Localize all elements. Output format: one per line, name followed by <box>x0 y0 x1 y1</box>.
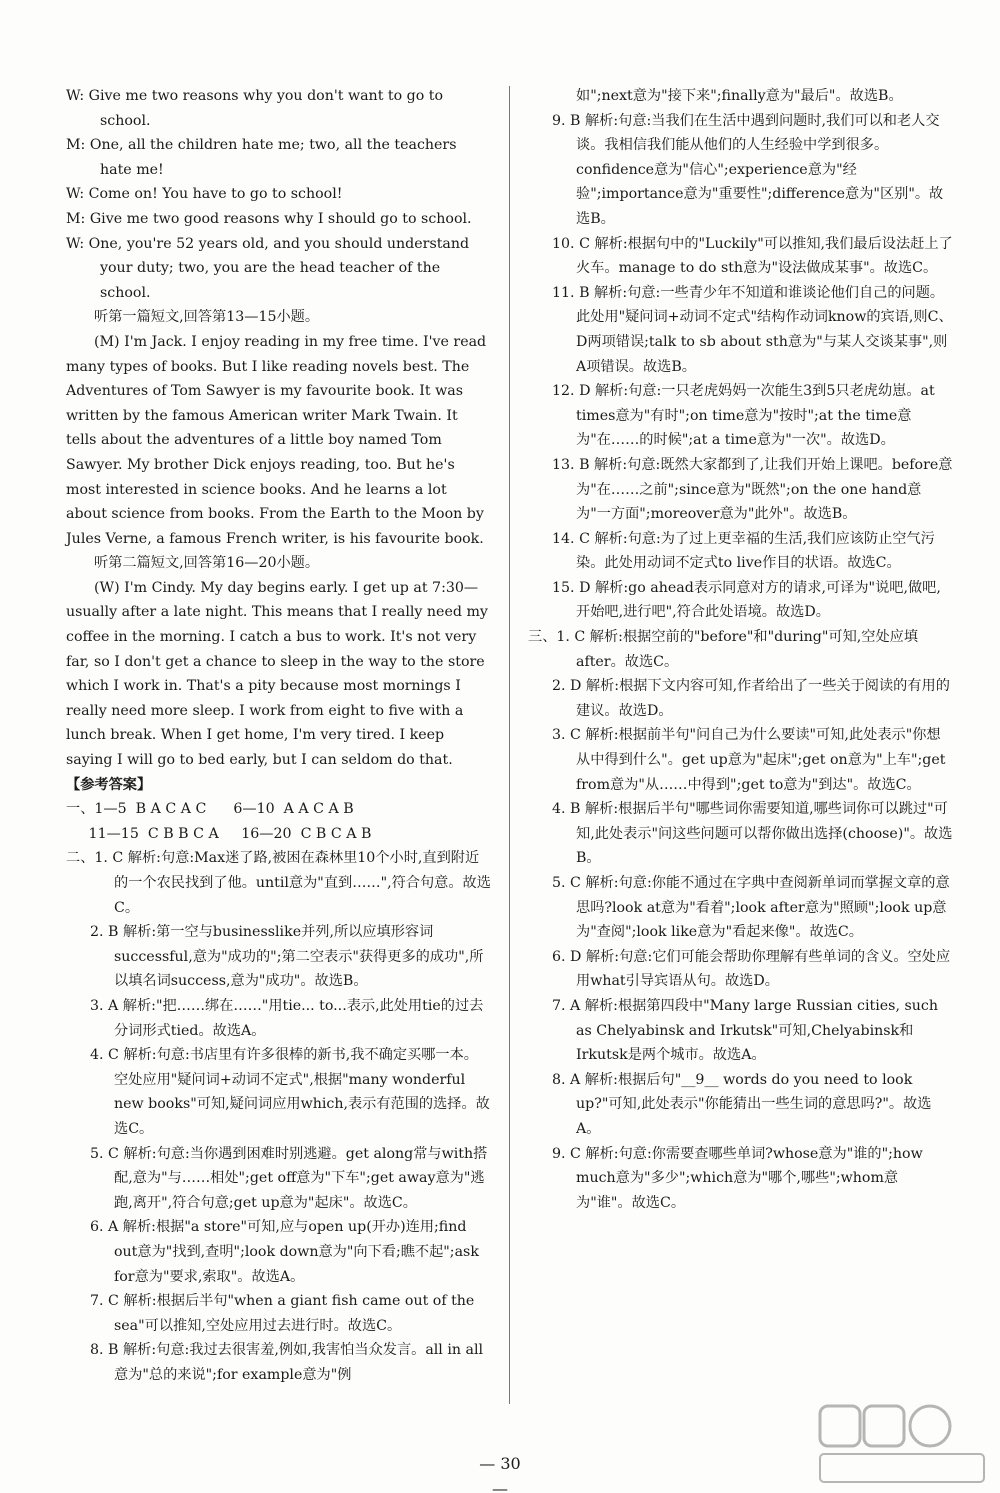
explanation-item: 13. B 解析:句意:既然大家都到了,让我们开始上课吧。before意为"在……之前";since意为"既然";on the one hand意为"一方面";moreover意为"此外"。故选B。 <box>552 456 953 523</box>
explanation-item: 14. C 解析:句意:为了过上更幸福的生活,我们应该防止空气污染。此处用动词不定式to live作目的状语。故选C。 <box>552 530 935 572</box>
answer-row-text: 一、1—5 B A C A C 6—10 A A C A B <box>66 801 354 818</box>
dialogue-line: M: Give me two good reasons why I should go to school. <box>66 210 472 227</box>
explanation-item: 8. B 解析:句意:我过去很害羞,例如,我害怕当众发言。all in all意为"总的来说";for example意为"例 <box>90 1342 484 1383</box>
explanation-item: 15. D 解析:go ahead表示同意对方的请求,可译为"说吧,做吧,开始吧,进行吧",符合此处语境。故选D。 <box>552 579 941 621</box>
answers-heading: 【参考答案】 <box>66 776 152 793</box>
left-column <box>66 84 492 1387</box>
passage1-text: (M) I'm Jack. I enjoy reading in my free time. I've read many types of books. But I like reading novels best. The Adventures of Tom Sawyer is my favourite book. It was written by the famous American writer Mark Twain. It tells about the adventures of a little boy named Tom Sawyer. My brother Dick enjoys reading, too. But he's most interested in science books. And he learns a lot about science from books. From the Earth to the Moon by Jules Verne, a famous French writer, is his favourite book. <box>66 333 487 547</box>
dialogue-line: W: One, you're 52 years old, and you should understand your duty; two, you are the head teacher of the school. <box>66 235 470 301</box>
explanation-item: 3. C 解析:根据前半句"问自己为什么要读"可知,此处表示"你想从中得到什么"。get up意为"起床";get on意为"上车";get from意为"从……中得到";get to意为"到达"。故选C。 <box>552 727 946 793</box>
column-divider <box>509 86 510 1404</box>
right-column <box>528 84 953 1215</box>
explanation-item: 9. C 解析:句意:你需要查哪些单词?whose意为"谁的";how much意为"多少";which意为"哪个,哪些";whom意为"谁"。故选C。 <box>552 1145 923 1211</box>
answer-row <box>66 797 492 822</box>
explanation-item: 12. D 解析:句意:一只老虎妈妈一次能生3到5只老虎幼崽。at times意为"有时";on time意为"按时";at the time意为"在……的时候";at a time意为"一次"。故选D。 <box>552 383 935 449</box>
explanation-item: 9. B 解析:句意:当我们在生活中遇到问题时,我们可以和老人交谈。我相信我们能从他们的人生经验中学到很多。confidence意为"信心";experience意为"经验";importance意为"重要性";difference意为"区别"。故选B。 <box>552 112 944 227</box>
explanation-item: 三、1. C 解析:根据空前的"before"和"during"可知,空处应填after。故选C。 <box>528 629 919 670</box>
explanation-item: 3. A 解析:"把……绑在……"用tie... to...表示,此处用tie的过去分词形式tied。故选A。 <box>90 997 484 1039</box>
explanation-item: 6. A 解析:根据"a store"可知,应与open up(开办)连用;find out意为"找到,查明";look down意为"向下看;瞧不起";ask for意为"要求,索取"。故选A。 <box>90 1219 479 1285</box>
dialogue-line: W: Give me two reasons why you don't want to go to school. <box>66 88 444 129</box>
explanation-item: 11. B 解析:句意:一些青少年不知道和谁谈论他们自己的问题。此处用"疑问词+动词不定式"结构作动词know的宾语,则C、D两项错误;talk to sb about sth意为"与某人交谈某事",则A项错误。故选B。 <box>552 284 953 375</box>
explanation-item: 10. C 解析:根据句中的"Luckily"可以推知,我们最后设法赶上了火车。manage to do sth意为"设法做成某事"。故选C。 <box>552 235 953 277</box>
passage1-intro: 听第一篇短文,回答第13—15小题。 <box>94 309 320 326</box>
answer-row <box>66 822 492 847</box>
explanation-item: 二、1. C 解析:句意:Max迷了路,被困在森林里10个小时,直到附近的一个农民找到了他。until意为"直到……",符合句意。故选C。 <box>66 850 491 916</box>
passage2-text: (W) I'm Cindy. My day begins early. I get up at 7:30—usually after a late night. This means that I really need my coffee in the morning. I catch a bus to work. It's not very far, so I don't get a chance to sleep in the way to the store which I work in. That's a pity because most mornings I really need more sleep. I work from eight to five with a lunch break. When I get home, I'm very tired. I keep saying I will go to bed early, but I can seldom do that. <box>66 579 488 769</box>
explanation-item: 2. D 解析:根据下文内容可知,作者给出了一些关于阅读的有用的建议。故选D。 <box>552 678 950 719</box>
explanation-item: 7. A 解析:根据第四段中"Many large Russian cities, such as Chelyabinsk and Irkutsk"可知,Chelyabinsk和Irkutsk是两个城市。故选A。 <box>552 997 938 1064</box>
dialogue-line: M: One, all the children hate me; two, all the teachers hate me! <box>66 137 457 178</box>
explanation-item: 4. B 解析:根据后半句"哪些词你需要知道,哪些词你可以跳过"可知,此处表示"问这些问题可以帮你做出选择(choose)"。故选B。 <box>552 801 953 867</box>
page-number: — 30 — <box>479 1454 521 1493</box>
explanation-item: 5. C 解析:句意:当你遇到困难时别逃避。get along常与with搭配,意为"与……相处";get off意为"下车";get away意为"逃跑,离开",符合句意;get up意为"起床"。故选C。 <box>90 1145 488 1211</box>
explanation-continuation: 如";next意为"接下来";finally意为"最后"。故选B。 <box>576 88 903 104</box>
explanation-item: 8. A 解析:根据后句"__9__ words do you need to look up?"可知,此处表示"你能猜出一些生词的意思吗?"。故选A。 <box>552 1071 932 1137</box>
explanation-item: 6. D 解析:句意:它们可能会帮助你理解有些单词的含义。空处应用what引导宾语从句。故选D。 <box>552 948 951 990</box>
explanation-item: 4. C 解析:句意:书店里有许多很棒的新书,我不确定买哪一本。空处应用"疑问词+动词不定式",根据"many wonderful new books"可知,疑问词应用which,表示有范围的选择。故选C。 <box>90 1047 490 1137</box>
explanation-item: 5. C 解析:句意:你能不通过在字典中查阅新单词而掌握文章的意思吗?look at意为"看着";look after意为"照顾";look up意为"查阅";look like意为"看起来像"。故选C。 <box>552 875 950 941</box>
watermark-logo <box>818 1402 986 1486</box>
dialogue-line: W: Come on! You have to go to school! <box>66 186 343 203</box>
explanation-item: 7. C 解析:根据后半句"when a giant fish came out of the sea"可以推知,空处应用过去进行时。故选C。 <box>90 1293 475 1334</box>
explanation-item: 2. B 解析:第一空与businesslike并列,所以应填形容词successful,意为"成功的";第二空表示"获得更多的成功",所以填名词success,意为"成功"。故选B。 <box>90 924 484 990</box>
passage2-intro: 听第二篇短文,回答第16—20小题。 <box>94 555 320 572</box>
answer-row-text: 11—15 C B B C A 16—20 C B C A B <box>66 825 372 842</box>
